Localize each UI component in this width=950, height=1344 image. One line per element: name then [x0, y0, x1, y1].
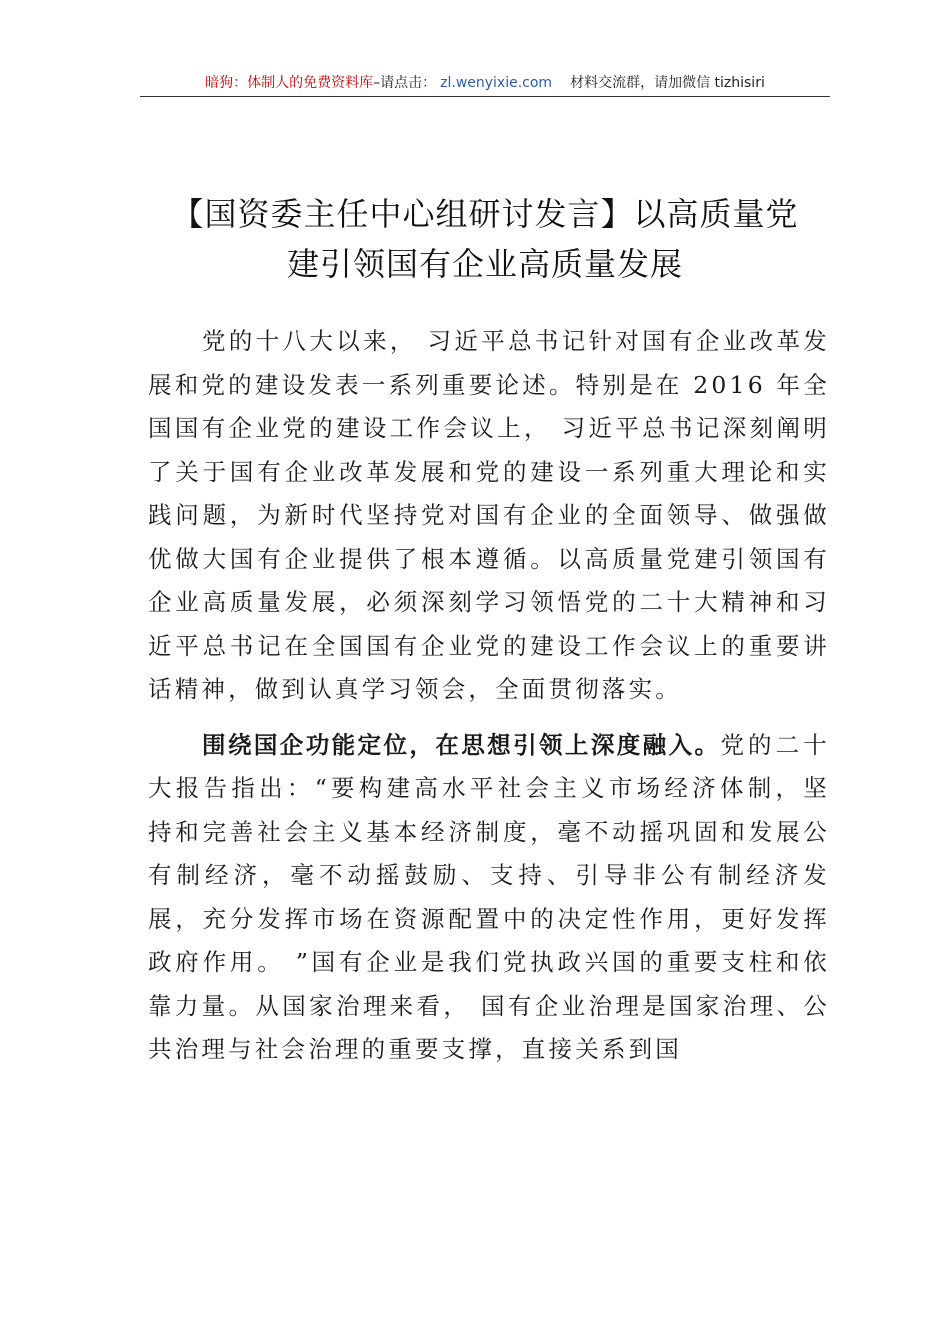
title-line-2: 建引领国有企业高质量发展: [286, 245, 683, 284]
header-note: 材料交流群，请加微信 tizhisiri: [570, 75, 765, 91]
document-title: [140, 189, 830, 289]
header-separator: –请点击：: [373, 75, 437, 91]
title-line-1: 【国资委主任中心组研讨发言】以高质量党: [171, 195, 799, 234]
header-brand: 暗狗：体制人的免费资料库: [205, 75, 374, 91]
paragraph-1: [148, 320, 830, 712]
paragraph-1-text: 党的十八大以来， 习近平总书记针对国有企业改革发展和党的建设发表一系列重要论述。特别是在 2016 年全国国有企业党的建设工作会议上， 习近平总书记深刻阐明了关于国有企业改革发展和党的建设一系列重大理论和实践问题，为新时代坚持党对国有企业的全面领导、做强做优做大国有企业提供了根本遵循。以高质量党建引领国有企业高质量发展，必须深刻学习领悟党的二十大精神和习近平总书记在全国国有企业党的建设工作会议上的重要讲话精神，做到认真学习领会，全面贯彻落实。: [148, 327, 830, 703]
paragraph-2-text: 党的二十大报告指出：“要构建高水平社会主义市场经济体制，坚持和完善社会主义基本经济制度，毫不动摇巩固和发展公有制经济，毫不动摇鼓励、支持、引导非公有制经济发展，充分发挥市场在资源配置中的决定性作用，更好发挥政府作用。 ”国有企业是我们党执政兴国的重要支柱和依靠力量。从国家治理来看， 国有企业治理是国家治理、公共治理与社会治理的重要支撑，直接关系到国: [148, 730, 830, 1063]
header-url-link[interactable]: zl.wenyixie.com: [440, 75, 553, 91]
page-header: [140, 70, 830, 97]
document-body: [148, 320, 830, 1084]
paragraph-2-lead: 围绕国企功能定位，在思想引领上深度融入。: [202, 730, 721, 759]
paragraph-2: [148, 724, 830, 1072]
